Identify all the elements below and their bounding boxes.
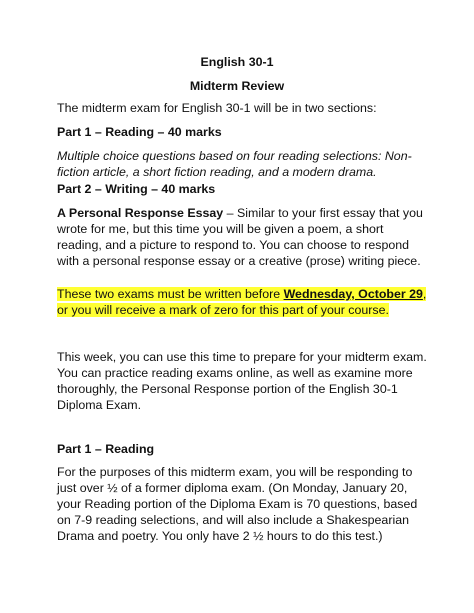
- prep-paragraph: This week, you can use this time to prepare for your midterm exam. You can practice reading exams online, as well as examine more thoroughly, the Personal Response portion of the English 30-1 Diploma Exam.: [57, 350, 427, 412]
- part2-lead: A Personal Response Essay: [57, 206, 224, 220]
- deadline-date: Wednesday, October 29: [283, 287, 423, 301]
- part1-heading: Part 1 – Reading – 40 marks: [57, 125, 222, 139]
- deadline-post: , or you will receive a mark of zero for this part of your course.: [57, 287, 427, 317]
- document-subtitle: Midterm Review: [189, 79, 285, 93]
- part1-description: Multiple choice questions based on four reading selections: Non-fiction article, a short fiction reading, and a modern drama.: [57, 149, 412, 179]
- document-title: English 30-1: [200, 55, 274, 69]
- deadline-pre: These two exams must be written before: [57, 287, 284, 301]
- section-paragraph: For the purposes of this midterm exam, you will be responding to just over ½ of a former diploma exam. (On Monday, January 20, your Reading portion of the Diploma Exam is 70 questions, based on 7-9 reading selections, and will also include a Shakespearian Drama and poetry. You only have 2 ½ hours to do this test.): [57, 465, 418, 543]
- section-heading: Part 1 – Reading: [57, 442, 155, 456]
- deadline-notice: [57, 286, 429, 318]
- part2-heading: Part 2 – Writing – 40 marks: [57, 182, 216, 196]
- part2-description: – Similar to your first essay that you wrote for me, but this time you will be given a poem, a short reading, and a picture to respond to. You can choose to respond with a personal response essay or a creative (prose) writing piece.: [57, 206, 423, 268]
- part2-paragraph: [57, 205, 429, 269]
- intro-paragraph: The midterm exam for English 30-1 will be in two sections:: [57, 101, 377, 115]
